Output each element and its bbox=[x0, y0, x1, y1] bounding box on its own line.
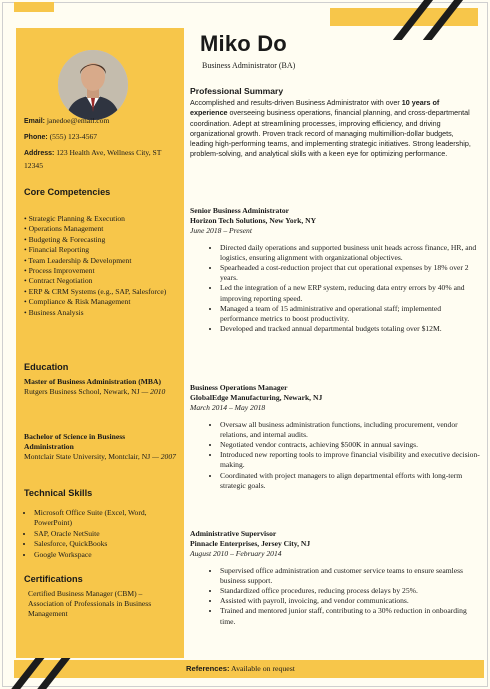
references-label: References: bbox=[186, 664, 230, 673]
technical-heading: Technical Skills bbox=[24, 488, 93, 498]
technical-skill-item: • SAP, Oracle NetSuite bbox=[34, 529, 186, 539]
education-item bbox=[24, 377, 176, 397]
job-bullets bbox=[190, 420, 480, 491]
education-heading: Education bbox=[24, 362, 69, 372]
candidate-role: Business Administrator (BA) bbox=[202, 61, 296, 70]
grad-year: 2007 bbox=[160, 452, 176, 461]
email-line bbox=[24, 115, 176, 128]
job-dates: June 2018 – Present bbox=[190, 226, 252, 236]
job-bullet: • Oversaw all business administration functions, including procurement, vendor relations, and internal audits. bbox=[220, 420, 480, 440]
job-company: Pinnacle Enterprises, Jersey City, NJ bbox=[190, 539, 311, 549]
phone-value: (555) 123-4567 bbox=[49, 132, 98, 141]
certification-text: Certified Business Manager (CBM) – Association of Professionals in Business Management bbox=[28, 589, 152, 618]
summary-text: Accomplished and results-driven Business Administrator with over 10 years of experience overseeing business operations, financial planning, and cross-departmental coordination. Adept at streamlining processes, improving efficiency, and driving organizational growth. Proven track record of managing multimillion-dollar budgets, leading high-performing teams, and implementing strategic initiatives. Strong leadership, problem-solving, and analytical skills with a keen eye for optimizing performance. bbox=[190, 98, 471, 159]
competency-item: • Budgeting & Forecasting bbox=[24, 234, 106, 244]
competency-item: • ERP & CRM Systems (e.g., SAP, Salesforce) bbox=[24, 286, 167, 296]
job-bullet: • Supervised office administration and customer service teams to ensure seamless business support. bbox=[220, 566, 480, 586]
phone-line bbox=[24, 131, 176, 144]
technical-skill-item: • Google Workspace bbox=[34, 550, 186, 560]
summary-highlight: 10 years of experience bbox=[190, 98, 440, 118]
top-accent-bar bbox=[330, 8, 478, 26]
job-bullet: • Assisted with payroll, invoicing, and vendor communications. bbox=[220, 596, 480, 606]
job-company: GlobalEdge Manufacturing, Newark, NJ bbox=[190, 393, 323, 403]
competency-item: • Financial Reporting bbox=[24, 245, 90, 255]
job-dates: March 2014 – May 2018 bbox=[190, 403, 266, 413]
email-label: Email: bbox=[24, 118, 46, 125]
email-value: janedoe@email.com bbox=[46, 116, 110, 125]
certifications-heading: Certifications bbox=[24, 574, 83, 584]
job-title: Business Operations Manager bbox=[190, 383, 288, 392]
technical-list bbox=[24, 508, 186, 560]
contact-block bbox=[24, 115, 176, 172]
job-entry bbox=[190, 529, 480, 627]
job-bullet: • Standardized office procedures, reducing process delays by 25%. bbox=[220, 586, 480, 596]
degree: Bachelor of Science in Business Administration bbox=[24, 432, 126, 451]
competency-item: • Process Improvement bbox=[24, 266, 95, 276]
summary-heading: Professional Summary bbox=[190, 86, 284, 96]
competencies-list bbox=[24, 214, 176, 318]
job-title: Administrative Supervisor bbox=[190, 529, 277, 538]
job-entry bbox=[190, 383, 480, 491]
competency-item: • Business Analysis bbox=[24, 307, 84, 317]
competency-item: • Compliance & Risk Management bbox=[24, 297, 131, 307]
grad-year: 2010 bbox=[150, 387, 166, 396]
job-bullet: • Introduced new reporting tools to improve financial visibility and executive decision-making. bbox=[220, 450, 480, 470]
job-bullets bbox=[190, 243, 480, 335]
competency-item: • Operations Management bbox=[24, 224, 104, 234]
competency-item: • Strategic Planning & Execution bbox=[24, 214, 125, 223]
job-bullet: • Managed a team of 15 administrative and operational staff; implemented performance metrics to boost productivity. bbox=[220, 304, 480, 324]
technical-skill-item: • Salesforce, QuickBooks bbox=[34, 539, 186, 549]
references-line bbox=[186, 664, 295, 673]
job-bullet: • Directed daily operations and supported business unit heads across finance, HR, and logistics, ensuring alignment with organizational objectives. bbox=[220, 243, 480, 263]
job-bullets bbox=[190, 566, 480, 627]
school: Montclair State University, Montclair, NJ — 2007 bbox=[24, 452, 176, 461]
technical-skill-item: • Microsoft Office Suite (Excel, Word, PowerPoint) bbox=[34, 508, 186, 529]
competencies-heading: Core Competencies bbox=[24, 187, 111, 197]
references-value: Available on request bbox=[231, 664, 295, 673]
competency-item: • Contract Negotiation bbox=[24, 276, 93, 286]
job-title: Senior Business Administrator bbox=[190, 206, 290, 215]
top-left-accent bbox=[14, 2, 54, 12]
address-value: 123 Health Ave, Wellness City, ST 12345 bbox=[24, 148, 162, 170]
school: Rutgers Business School, Newark, NJ — 2010 bbox=[24, 387, 166, 396]
job-bullet: • Coordinated with project managers to align departmental efforts with long-term strategic goals. bbox=[220, 471, 480, 491]
job-bullet: • Developed and tracked annual departmental budgets totaling over $12M. bbox=[220, 324, 480, 334]
profile-photo bbox=[58, 50, 128, 120]
competency-item: • Team Leadership & Development bbox=[24, 255, 132, 265]
job-bullet: • Negotiated vendor contracts, achieving $500K in annual savings. bbox=[220, 440, 480, 450]
job-entry bbox=[190, 206, 480, 334]
job-bullet: • Led the integration of a new ERP system, reducing data entry errors by 40% and improving reporting speed. bbox=[220, 283, 480, 303]
job-dates: August 2010 – February 2014 bbox=[190, 549, 282, 559]
candidate-name: Miko Do bbox=[200, 31, 287, 56]
phone-label: Phone: bbox=[24, 134, 48, 141]
job-bullet: • Spearheaded a cost-reduction project that cut operational expenses by 18% over 2 years. bbox=[220, 263, 480, 283]
person-photo-icon bbox=[58, 50, 128, 120]
job-company: Horizon Tech Solutions, New York, NY bbox=[190, 216, 317, 226]
degree: Master of Business Administration (MBA) bbox=[24, 377, 161, 386]
job-bullet: • Trained and mentored junior staff, contributing to a 30% reduction in onboarding time. bbox=[220, 606, 480, 626]
education-item bbox=[24, 432, 176, 462]
address-line bbox=[24, 147, 176, 172]
address-label: Address: bbox=[24, 150, 55, 157]
